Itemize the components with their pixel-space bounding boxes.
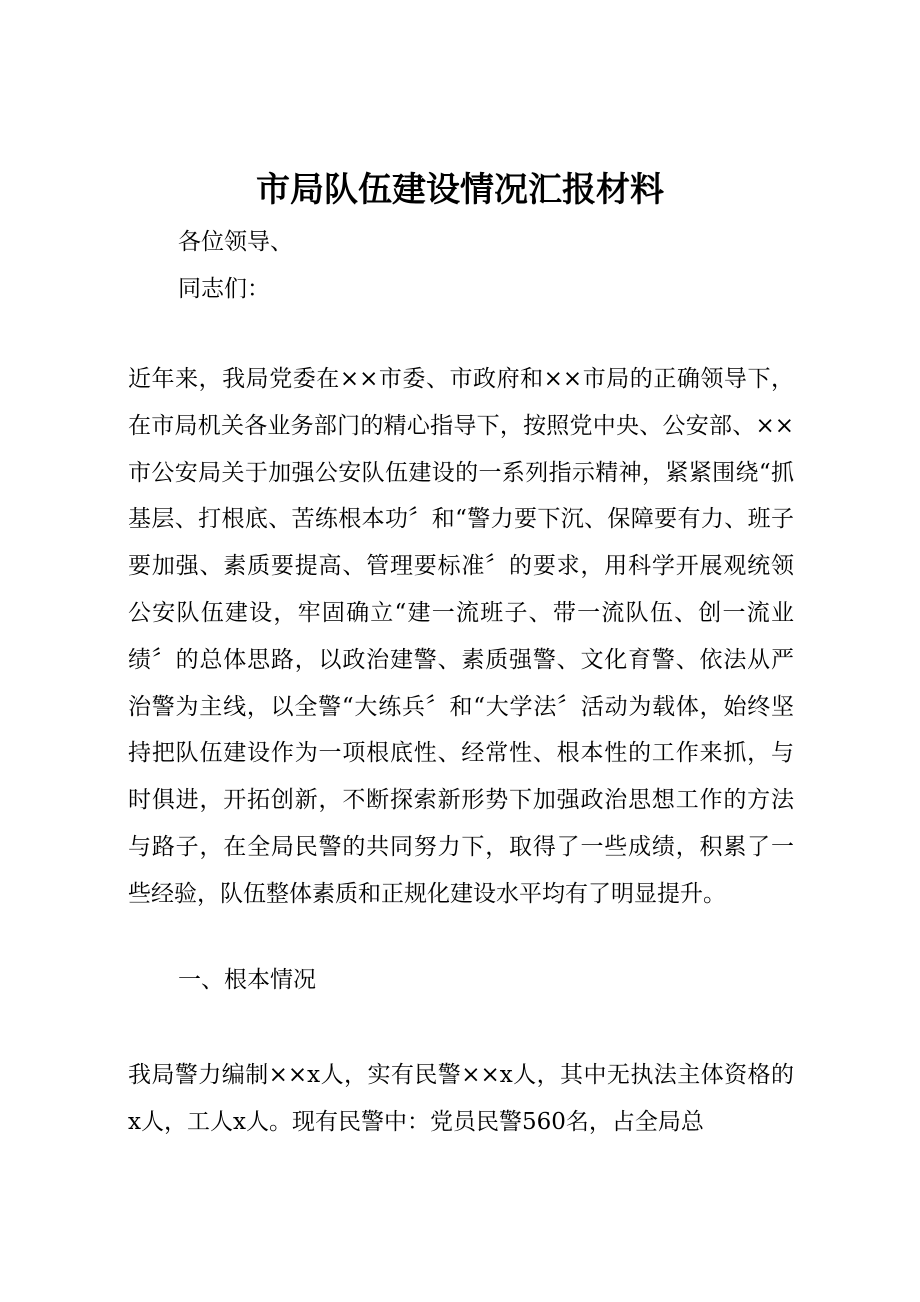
section-heading-basic-situation: 一、根本情况 (178, 967, 316, 993)
basic-situation-paragraph: 我局警力编制××x人，实有民警××x人，其中无执法主体资格的x人，工人x人。现有民警中：党员民警560名，占全局总 (128, 1062, 794, 1135)
intro-paragraph: 近年来，我局党委在××市委、市政府和××市局的正确领导下，在市局机关各业务部门的精心指导下，按照党中央、公安部、××市公安局关于加强公安队伍建设的一系列指示精神，紧紧围绕“抓基层、打根底、苦练根本功〞和“警力要下沉、保障要有力、班子要加强、素质要提高、管理要标准〞的要求，用科学开展观统领公安队伍建设，牢固确立“建一流班子、带一流队伍、创一流业绩〞的总体思路，以政治建警、素质强警、文化育警、依法从严治警为主线，以全警“大练兵〞和“大学法〞活动为载体，始终坚持把队伍建设作为一项根底性、经常性、根本性的工作来抓，与时俱进，开拓创新，不断探索新形势下加强政治思想工作的方法与路子，在全局民警的共同努力下，取得了一些成绩，积累了一些经验，队伍整体素质和正规化建设水平均有了明显提升。 (128, 366, 794, 907)
document-title: 市局队伍建设情况汇报材料 (256, 170, 664, 210)
salutation-leaders: 各位领导、 (178, 229, 293, 255)
salutation-comrades: 同志们： (178, 276, 270, 302)
